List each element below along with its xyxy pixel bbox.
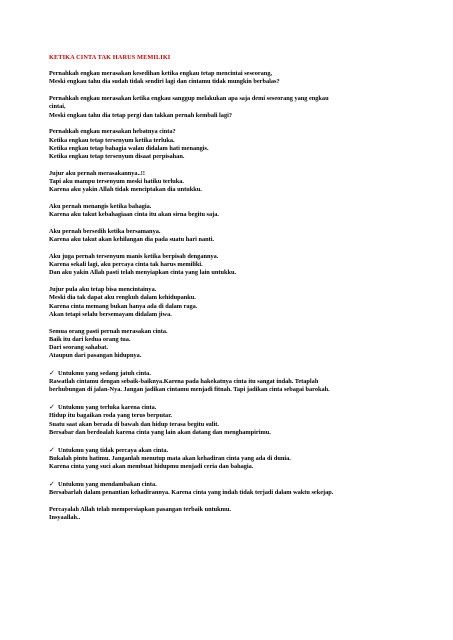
line-text: Pernahkah engkau merasakan ketika engkau sanggup melakukan apa saja demi seseorang yang engkau — [49, 95, 329, 103]
paragraph — [49, 506, 409, 522]
line-text: Aku juga pernah tersenyum manis ketika berpisah dengannya. — [49, 253, 219, 261]
line-text: Semua orang pasti pernah merasakan cinta. — [49, 327, 168, 335]
text-line — [49, 203, 409, 211]
line-text: Meski engkau tahu dia tetap pergi dan takkan pernah kembali lagi? — [49, 111, 232, 119]
line-text: Jujur aku pernah merasakannya..!! — [49, 169, 145, 177]
checkmark-icon: ✓ — [49, 403, 55, 412]
line-text: Hidup itu bagaikan roda yang terus berputar. — [49, 412, 172, 420]
text-line — [49, 369, 409, 378]
line-text: Untukmu yang tidak percaya akan cinta. — [58, 446, 169, 454]
text-line — [49, 286, 409, 294]
line-text: Untukmu yang sedang jatuh cinta. — [58, 370, 151, 378]
line-text: Rawatlah cintamu dengan sebaik-baiknya.Karena pada hakekatnya cinta itu sangat indah. Tetaplah — [49, 378, 319, 386]
document-content — [49, 54, 409, 531]
checkmark-icon: ✓ — [49, 445, 55, 454]
text-line — [49, 211, 409, 219]
text-line — [49, 446, 409, 455]
paragraph-list — [49, 70, 409, 522]
line-text: Untukmu yang terluka karena cinta. — [58, 404, 157, 412]
paragraph — [49, 70, 409, 86]
text-line — [49, 253, 409, 261]
line-text: Akan tetapi selalu bersemayam didalam jiwa. — [49, 310, 172, 318]
text-line — [49, 506, 409, 514]
text-line — [49, 269, 409, 277]
line-text: Karena cinta yang suci akan membuat hidupmu menjadi ceria dan bahagia. — [49, 463, 254, 471]
document-title: KETIKA CINTA TAK HARUS MEMILIKI — [49, 54, 171, 61]
text-line — [49, 303, 409, 311]
line-text: Ketika engkau tetap bahagia walau didalam hati menangis. — [49, 144, 209, 152]
line-text: Pernahkah engkau merasakan kesedihan ketika engkau tetap mencintai seseorang, — [49, 70, 273, 78]
line-text: Bersabarlah dalam penantian kehadirannya. Karena cinta yang indah tidak terjadi dalam waktu sekejap. — [49, 489, 334, 497]
line-text: Aku pernah menangis ketika bahagia. — [49, 203, 152, 211]
text-line — [49, 463, 409, 471]
line-text: Jujur pula aku tetap bisa mencintainya. — [49, 286, 157, 294]
paragraph — [49, 286, 409, 319]
checkmark-icon: ✓ — [49, 369, 55, 378]
text-line — [49, 455, 409, 463]
line-text: Baik itu dari kedua orang tua. — [49, 335, 131, 343]
line-text: Suatu saat akan berada di bawah dan hidup terasa begitu sulit. — [49, 420, 219, 428]
line-text: Ataupun dari pasangan hidupnya. — [49, 352, 142, 360]
line-text: Karena aku yakin Allah tidak menciptakan dia untukku. — [49, 186, 202, 194]
line-text: Karena cinta memang bukan hanya ada di dalam raga. — [49, 302, 198, 310]
paragraph — [49, 328, 409, 361]
line-text: Bukalah pintu hatimu. Janganlah menutup mata akan kehadiran cinta yang ada di dunia. — [49, 454, 291, 462]
line-text: Ketika engkau tetap tersenyum disaat perpisahan. — [49, 153, 185, 161]
line-text: Karena aku takut akan kehilangan dia pada suatu hari nanti. — [49, 236, 215, 244]
line-text: Pernahkah engkau merasakan hebatnya cinta? — [49, 128, 176, 136]
text-line — [49, 112, 409, 120]
text-line — [49, 153, 409, 161]
text-line — [49, 228, 409, 236]
paragraph — [49, 480, 409, 497]
paragraph — [49, 228, 409, 244]
text-line — [49, 294, 409, 302]
paragraph — [49, 128, 409, 161]
text-line — [49, 421, 409, 429]
line-text: Tapi aku mampu tersenyum meski hatiku terluka. — [49, 178, 184, 186]
paragraph — [49, 170, 409, 195]
text-line — [49, 336, 409, 344]
checkmark-icon: ✓ — [49, 479, 55, 488]
line-text: Meski engkau tahu dia sudah tidak sendiri lagi dan cintamu tidak mungkin berbalas? — [49, 78, 280, 86]
line-text: Untukmu yang mendambakan cinta. — [58, 480, 157, 488]
text-line — [49, 378, 409, 386]
text-line — [49, 95, 409, 103]
text-line — [49, 328, 409, 336]
paragraph — [49, 253, 409, 278]
paragraph — [49, 369, 409, 395]
line-text: berhubungan di jalan-Nya. Jangan jadikan cintamu menjadi fitnah. Tapi jadikan cinta sebagai barokah. — [49, 386, 330, 394]
text-line — [49, 145, 409, 153]
line-text: Ketika engkau tetap tersenyum ketika terluka. — [49, 136, 175, 144]
line-text: cintai, — [49, 103, 66, 111]
text-line — [49, 412, 409, 420]
line-text: Karena sekali lagi, aku percaya cinta tak harus memiliki. — [49, 261, 203, 269]
line-text: Aku pernah bersedih ketika bersamanya. — [49, 228, 161, 236]
text-line — [49, 261, 409, 269]
text-line — [49, 480, 409, 489]
text-line — [49, 489, 409, 497]
text-line — [49, 78, 409, 86]
line-text: Bersabar dan berdoalah karena cinta yang lain akan datang dan menghampirimu. — [49, 428, 271, 436]
text-line — [49, 386, 409, 394]
paragraph — [49, 95, 409, 120]
line-text: Insyaallah.. — [49, 514, 81, 522]
text-line — [49, 70, 409, 78]
text-line — [49, 344, 409, 352]
paragraph — [49, 203, 409, 219]
line-text: Karena aku takut kebahagiaan cinta itu akan sirna begitu saja. — [49, 211, 219, 219]
text-line — [49, 170, 409, 178]
text-line — [49, 236, 409, 244]
text-line — [49, 137, 409, 145]
paragraph — [49, 446, 409, 472]
line-text: Meski dia tak dapat aku rengkuh dalam kehidupanku. — [49, 294, 196, 302]
text-line — [49, 186, 409, 194]
text-line — [49, 352, 409, 360]
text-line — [49, 311, 409, 319]
line-text: Dan aku yakin Allah pasti telah menyiapkan cinta yang lain untukku. — [49, 269, 237, 277]
text-line — [49, 178, 409, 186]
paragraph — [49, 403, 409, 437]
text-line — [49, 429, 409, 437]
line-text: Percayalah Allah telah mempersiapkan pasangan terbaik untukmu. — [49, 505, 231, 513]
text-line — [49, 403, 409, 412]
text-line — [49, 128, 409, 136]
line-text: Dari seorang sahabat. — [49, 344, 108, 352]
text-line — [49, 514, 409, 522]
text-line — [49, 103, 409, 111]
